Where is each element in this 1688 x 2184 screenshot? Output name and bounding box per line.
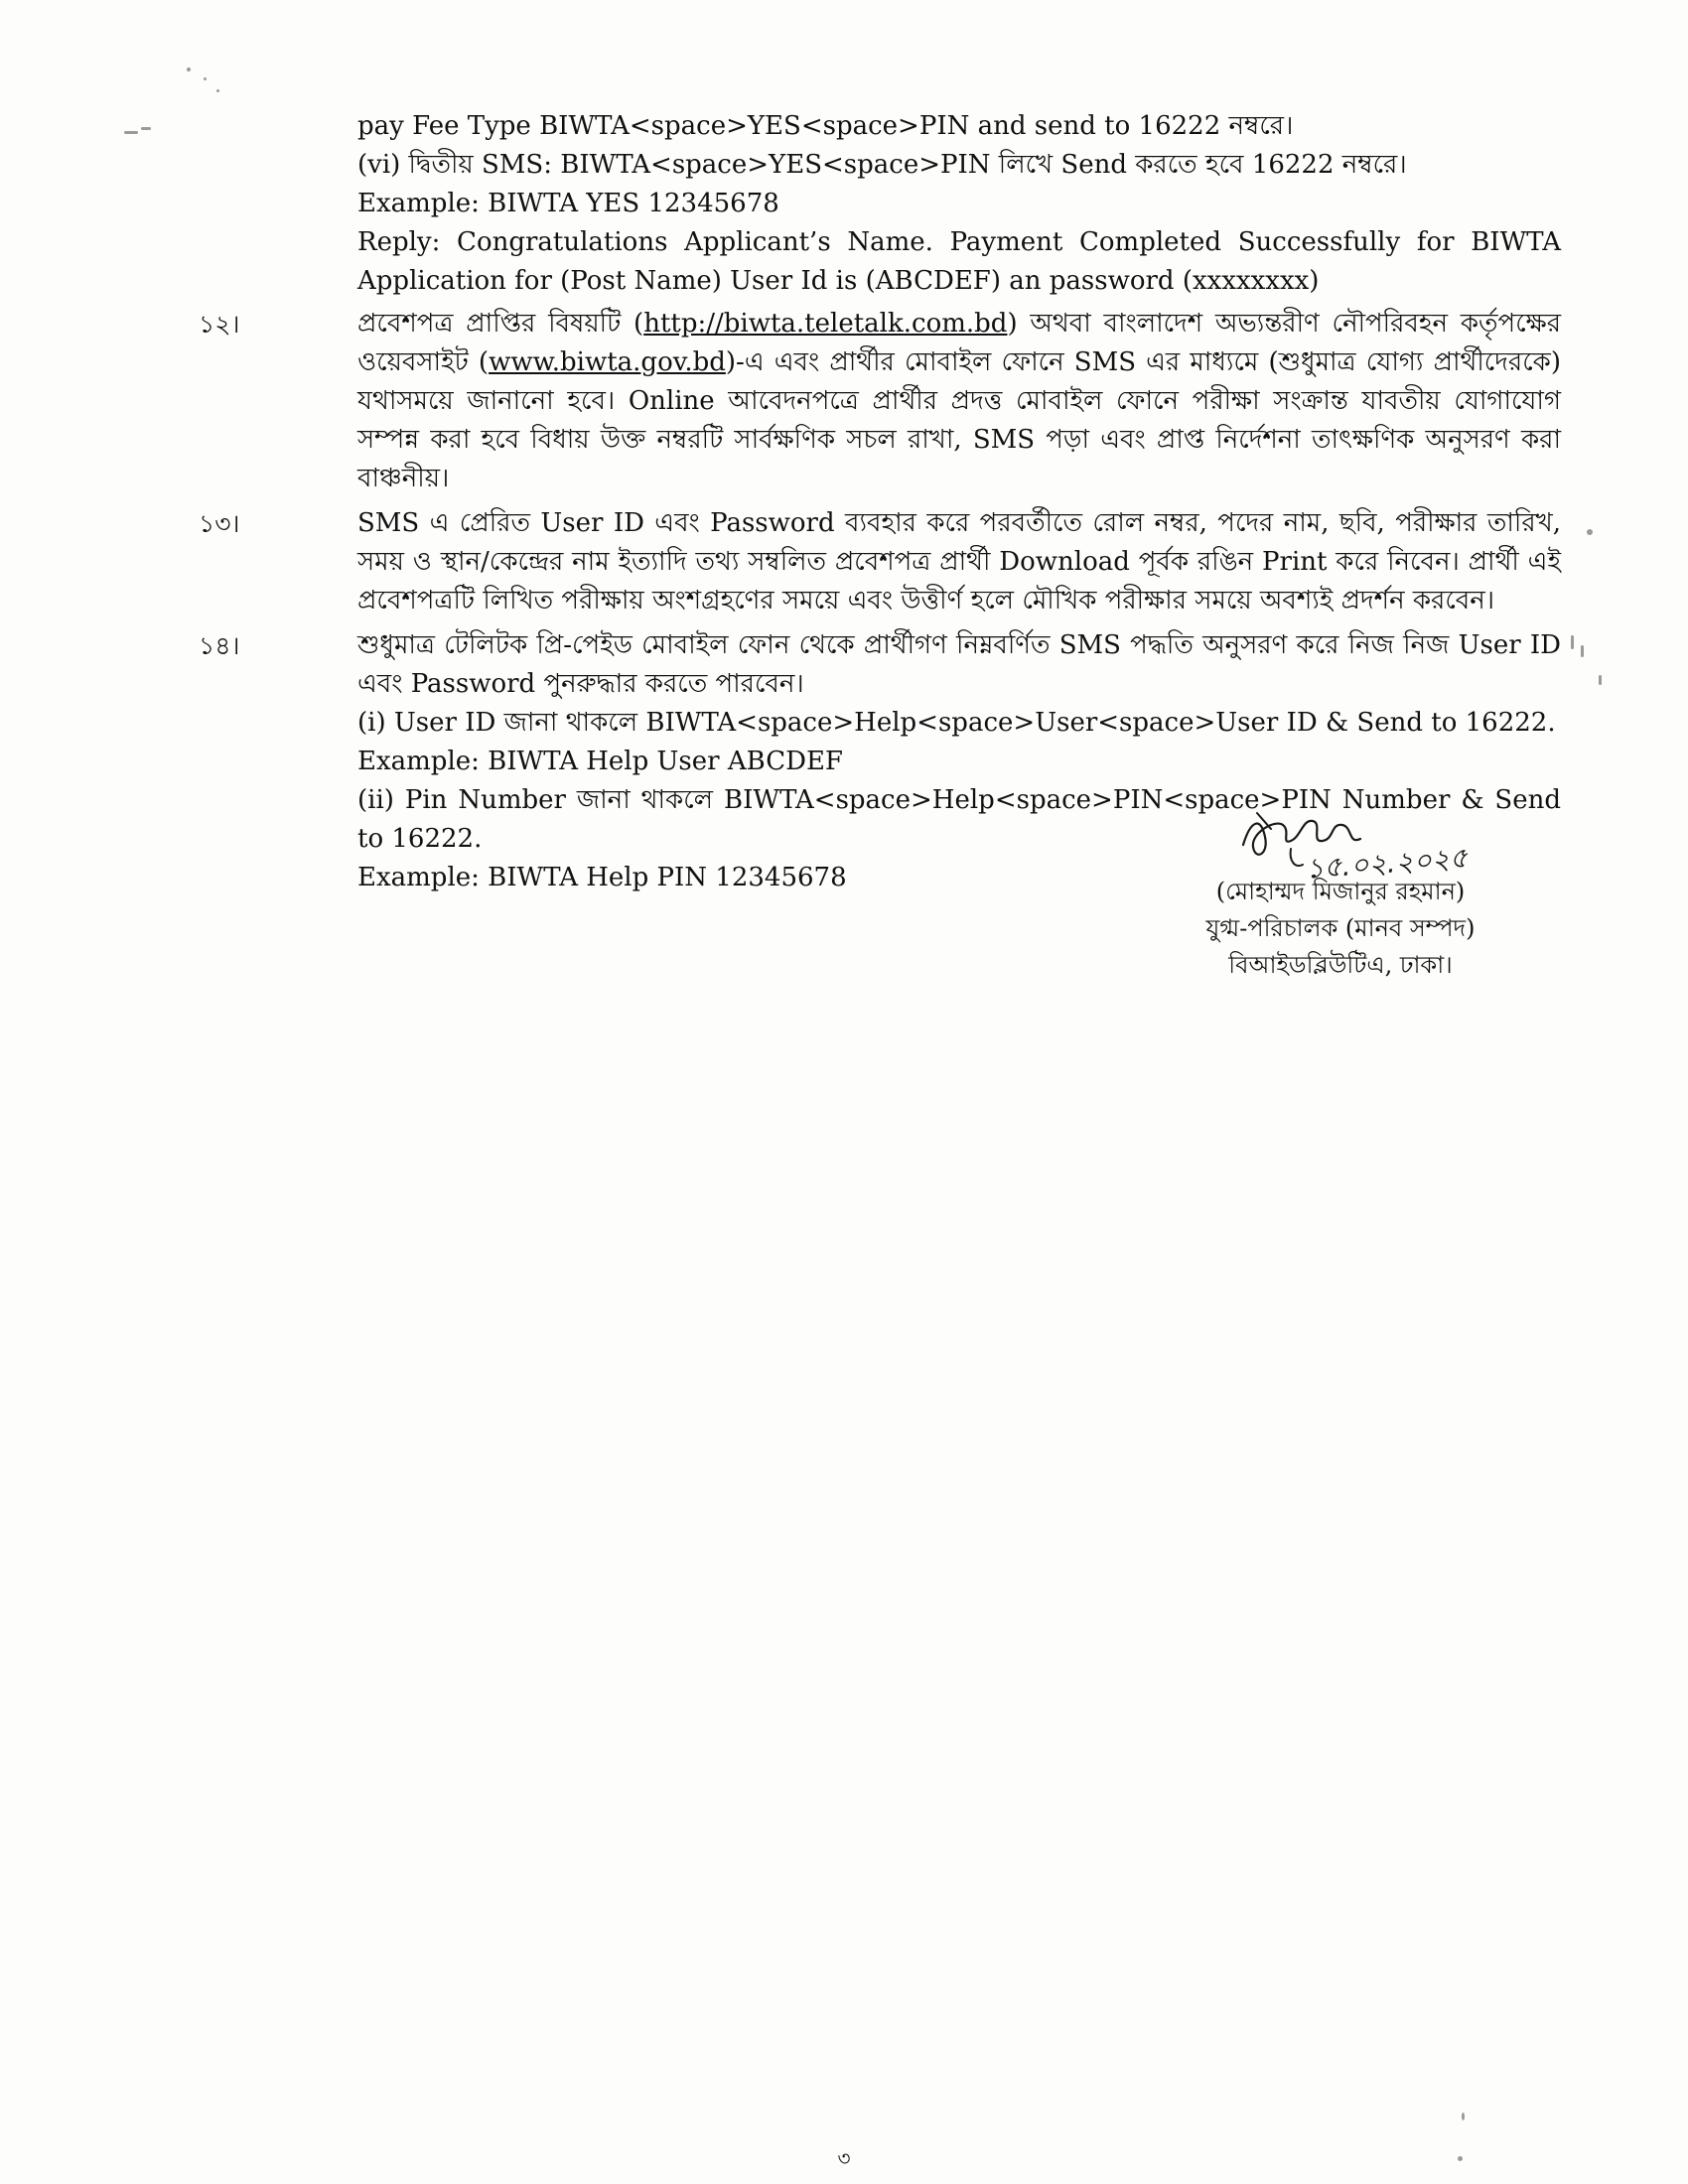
reply-text: Reply: Congratulations Applicant’s Name. Payment Completed Successfully for BIWTA Application for (Post Name) User Id is (ABCDEF) an password (xxxxxxxx) [357, 227, 1561, 296]
paragraph-text: ) অথবা বাংলাদেশ অভ্যন্তরীণ নৌপরিবহন কর্তৃপক্ষের ওয়েবসাইট ( [357, 309, 1562, 377]
signature-date: ১৫.০২.২০২৫ [1304, 841, 1470, 886]
signatory-designation: যুগ্ম-পরিচালক (মানব সম্পদ) [1205, 914, 1476, 942]
paragraph-number: ১৪। [199, 631, 240, 660]
example-user-line: Example: BIWTA Help User ABCDEF [357, 747, 843, 776]
paragraph-13 [199, 504, 1561, 620]
scan-speck [1462, 2113, 1465, 2120]
paragraph-text: প্রবেশপত্র প্রাপ্তির বিষয়টি ( [357, 309, 644, 339]
signatory-office: বিআইডব্লিউটিএ, ঢাকা। [1228, 951, 1453, 979]
example-yes-line: Example: BIWTA YES 12345678 [357, 189, 779, 218]
paragraph-text: শুধুমাত্র টেলিটক প্রি-পেইড মোবাইল ফোন থেকে প্রার্থীগণ নিম্নবর্ণিত SMS পদ্ধতি অনুসরণ করে নিজ নিজ User ID এবং Password পুনরুদ্ধার করতে পারবেন। [357, 630, 1561, 699]
page-number: ৩ [837, 2146, 851, 2170]
example-pin-line: Example: BIWTA Help PIN 12345678 [357, 863, 847, 892]
scan-speck [141, 127, 151, 130]
paragraph-12 [199, 305, 1562, 498]
paragraph-text: )-এ এবং প্রার্থীর মোবাইল ফোনে SMS এর মাধ্যমে (শুধুমাত্র যোগ্য প্রার্থীদেরকে) যথাসময়ে জানানো হবে। Online আবেদনপত্রে প্রার্থীর প্রদত্ত মোবাইল ফোনে পরীক্ষা সংক্রান্ত যাবতীয় যোগাযোগ সম্পন্ন করা হবে বিধায় উক্ত নম্বরটি সার্বক্ষণিক সচল রাখা, SMS পড়া এবং প্রাপ্ত নির্দেশনা তাৎক্ষণিক অনুসরণ করা বাঞ্চনীয়। [357, 347, 1561, 493]
scan-speck [124, 131, 138, 134]
signatory-name: (মোহাম্মদ মিজানুর রহমান) [1215, 878, 1466, 905]
biwta-website-link[interactable]: www.biwta.gov.bd [489, 347, 726, 377]
scan-speck [216, 89, 219, 92]
scan-speck [1599, 675, 1602, 685]
teletalk-link[interactable]: http://biwta.teletalk.com.bd [643, 309, 1008, 339]
scan-speck [1571, 635, 1574, 649]
document-body [199, 107, 1562, 897]
paragraph-number: ১২। [199, 310, 240, 339]
signature-block [1177, 874, 1504, 984]
paragraph-text: SMS এ প্রেরিত User ID এবং Password ব্যবহার করে পরবর্তীতে রোল নম্বর, পদের নাম, ছবি, পরীক্ষার তারিখ, সময় ও স্থান/কেন্দ্রের নাম ইত্যাদি তথ্য সম্বলিত প্রবেশপত্র প্রার্থী Download পূর্বক রঙিন Print করে নিবেন। প্রার্থী এই প্রবেশপত্রটি লিখিত পরীক্ষায় অংশগ্রহণের সময়ে এবং উত্তীর্ণ হলে মৌখিক পরীক্ষার সময়ে অবশ্যই প্রদর্শন করবেন। [357, 508, 1561, 615]
paragraph-number: ১৩। [199, 509, 240, 538]
scan-speck [204, 77, 207, 80]
scan-speck [187, 68, 191, 71]
scan-speck [1581, 645, 1584, 657]
pin-recovery-line: (ii) Pin Number জানা থাকলে BIWTA<space>Help<space>PIN<space>PIN Number & Send to 16222. [357, 785, 1561, 854]
scan-speck [1587, 529, 1593, 535]
user-id-recovery-line: (i) User ID জানা থাকলে BIWTA<space>Help<space>User<space>User ID & Send to 16222. [357, 708, 1556, 738]
fee-sms-line: pay Fee Type BIWTA<space>YES<space>PIN and send to 16222 নম্বরে। [357, 111, 1294, 141]
second-sms-line: (vi) দ্বিতীয় SMS: BIWTA<space>YES<space>PIN লিখে Send করতে হবে 16222 নম্বরে। [357, 150, 1407, 180]
